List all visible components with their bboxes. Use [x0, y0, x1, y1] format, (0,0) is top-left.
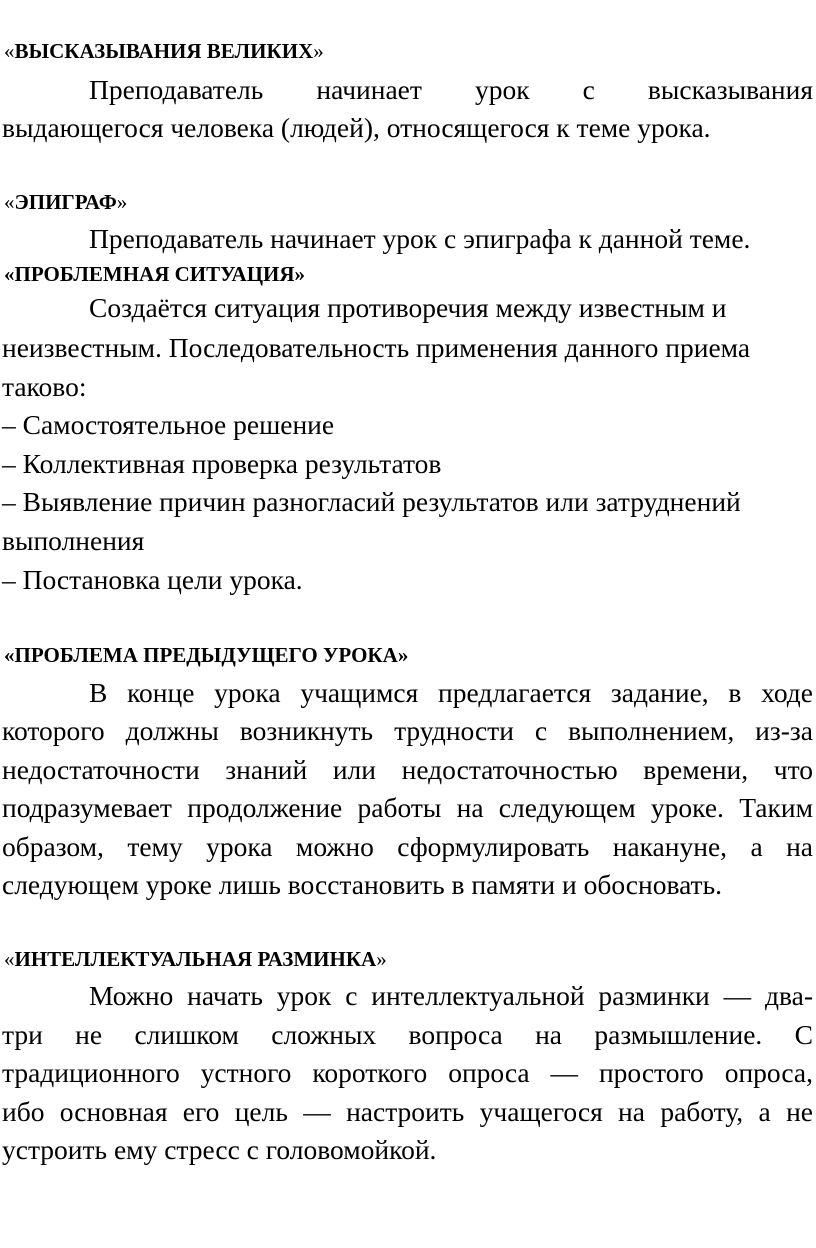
paragraph-line: подразумевает продолжение работы на следующем уроке. Таким — [2, 792, 813, 823]
paragraph-line: следующем уроке лишь восстановить в памяти и обосновать. — [2, 869, 722, 900]
paragraph-line: три не слишком сложных вопроса на размышление. С — [2, 1019, 813, 1050]
paragraph-line: которого должны возникнуть трудности с выполнением, из-за — [2, 715, 813, 746]
paragraph-line: устроить ему стресс с головомойкой. — [2, 1134, 437, 1165]
list-item: – Самостоятельное решение — [2, 409, 335, 440]
paragraph-line: В конце урока учащимся предлагается задание, в ходе — [89, 677, 813, 708]
section-heading: «ПРОБЛЕМНАЯ СИТУАЦИЯ» — [4, 262, 306, 286]
paragraph-line: ибо основная его цель — настроить учащегося на работу, а не — [2, 1096, 813, 1127]
list-item: – Выявление причин разногласий результатов или затруднений — [2, 486, 741, 517]
paragraph-line: Создаётся ситуация противоречия между известным и — [89, 292, 727, 323]
paragraph-line: Можно начать урок с интеллектуальной разминки — два- — [89, 980, 813, 1011]
paragraph-line: Преподаватель начинает урок с эпиграфа к данной теме. — [89, 223, 751, 254]
section-heading: «ЭПИГРАФ» — [4, 190, 128, 214]
list-item: выполнения — [2, 525, 145, 556]
paragraph-line: неизвестным. Последовательность применения данного приема — [2, 332, 751, 363]
list-item: – Коллективная проверка результатов — [2, 448, 442, 479]
paragraph-line: образом, тему урока можно сформулировать накануне, а на — [2, 831, 813, 862]
list-item: – Постановка цели урока. — [2, 564, 303, 595]
paragraph-line: традиционного устного короткого опроса — простого опроса, — [2, 1057, 813, 1088]
paragraph-line: выдающегося человека (людей), относящегося к теме урока. — [2, 112, 711, 143]
paragraph-line: недостаточности знаний или недостаточностью времени, что — [2, 754, 813, 785]
paragraph-line: Преподаватель начинает урок с высказывания — [89, 74, 813, 105]
section-heading: «ВЫСКАЗЫВАНИЯ ВЕЛИКИХ» — [4, 39, 324, 63]
section-heading: «ИНТЕЛЛЕКТУАЛЬНАЯ РАЗМИНКА» — [4, 947, 387, 971]
section-heading: «ПРОБЛЕМА ПРЕДЫДУЩЕГО УРОКА» — [4, 643, 409, 667]
paragraph-line: таково: — [2, 371, 87, 402]
